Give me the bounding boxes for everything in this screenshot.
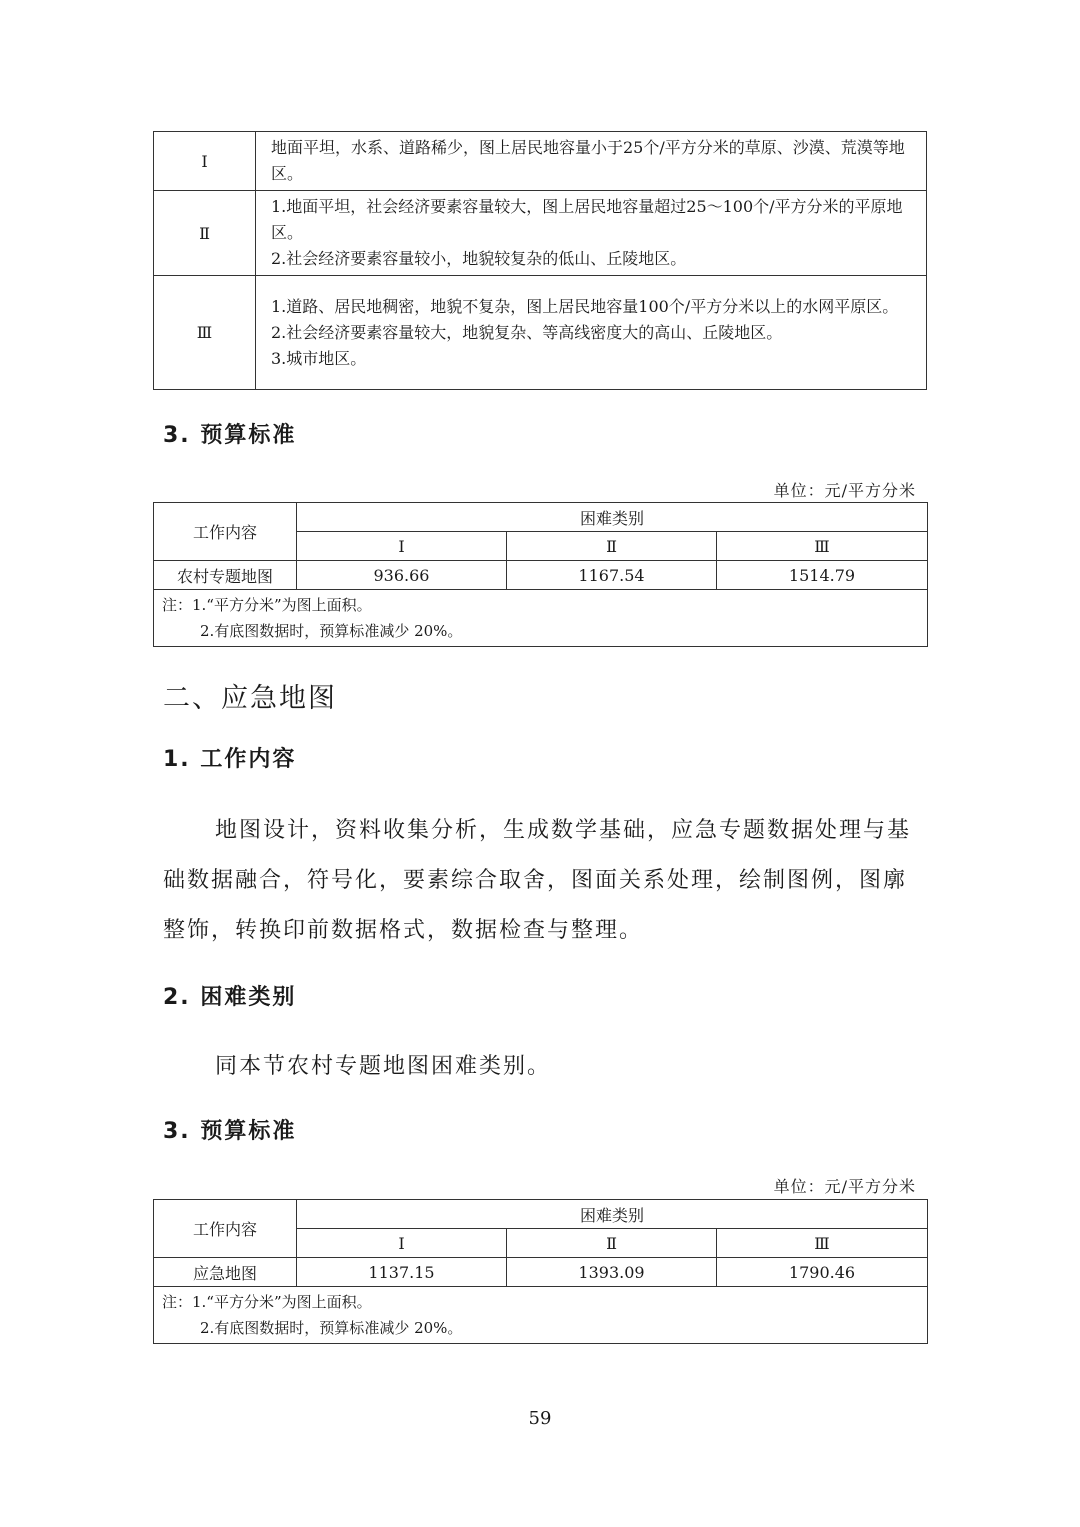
table-row: [154, 276, 927, 390]
level-header: Ⅱ: [507, 532, 717, 561]
budget-table-emergency: [153, 1199, 928, 1344]
value-cell: 936.66: [297, 561, 507, 590]
level-header: Ⅱ: [507, 1229, 717, 1258]
difficulty-description: 地面平坦，水系、道路稀少，图上居民地容量小于25个/平方分米的草原、沙漠、荒漠等地区。: [256, 132, 927, 191]
budget-heading-rural: 3. 预算标准: [163, 423, 297, 448]
difficulty-table: [153, 131, 927, 390]
budget-heading-emergency: 3. 预算标准: [163, 1119, 297, 1144]
level-header: Ⅲ: [717, 532, 928, 561]
value-cell: 1393.09: [507, 1258, 717, 1287]
value-cell: 1167.54: [507, 561, 717, 590]
value-cell: 1137.15: [297, 1258, 507, 1287]
work-content-heading: 1. 工作内容: [163, 747, 297, 772]
difficulty-level: Ⅰ: [154, 132, 256, 191]
table-row: [154, 1258, 928, 1287]
table-note: 注：1.“平方分米”为图上面积。 2.有底图数据时，预算标准减少 20%。: [154, 1287, 928, 1344]
table-row: [154, 132, 927, 191]
budget-table-rural: [153, 502, 928, 647]
value-cell: 1790.46: [717, 1258, 928, 1287]
table-note: 注：1.“平方分米”为图上面积。 2.有底图数据时，预算标准减少 20%。: [154, 590, 928, 647]
row-label: 应急地图: [154, 1258, 297, 1287]
difficulty-description: 1.地面平坦，社会经济要素容量较大，图上居民地容量超过25～100个/平方分米的平原地区。 2.社会经济要素容量较小，地貌较复杂的低山、丘陵地区。: [256, 191, 927, 276]
difficulty-paragraph: 同本节农村专题地图困难类别。: [215, 1054, 552, 1079]
level-header: Ⅰ: [297, 532, 507, 561]
difficulty-header: 困难类别: [297, 503, 928, 532]
difficulty-header: 困难类别: [297, 1200, 928, 1229]
work-content-header: 工作内容: [154, 1200, 297, 1258]
unit-label-rural: 单位：元/平方分米: [773, 481, 916, 500]
value-cell: 1514.79: [717, 561, 928, 590]
difficulty-level: Ⅲ: [154, 276, 256, 390]
work-content-paragraph: 地图设计，资料收集分析，生成数学基础，应急专题数据处理与基础数据融合，符号化，要素综合取舍，图面关系处理，绘制图例，图廓整饰，转换印前数据格式，数据检查与整理。: [163, 818, 912, 943]
difficulty-description: 1.道路、居民地稠密，地貌不复杂，图上居民地容量100个/平方分米以上的水网平原区。 2.社会经济要素容量较大，地貌复杂、等高线密度大的高山、丘陵地区。 3.城市地区。: [256, 276, 927, 390]
section-title-emergency: 二、应急地图: [163, 683, 337, 714]
level-header: Ⅲ: [717, 1229, 928, 1258]
difficulty-heading: 2. 困难类别: [163, 985, 297, 1010]
table-row: [154, 561, 928, 590]
difficulty-level: Ⅱ: [154, 191, 256, 276]
table-row: [154, 191, 927, 276]
row-label: 农村专题地图: [154, 561, 297, 590]
level-header: Ⅰ: [297, 1229, 507, 1258]
unit-label-emergency: 单位：元/平方分米: [773, 1177, 916, 1196]
page-number: 59: [528, 1408, 552, 1429]
work-content-header: 工作内容: [154, 503, 297, 561]
